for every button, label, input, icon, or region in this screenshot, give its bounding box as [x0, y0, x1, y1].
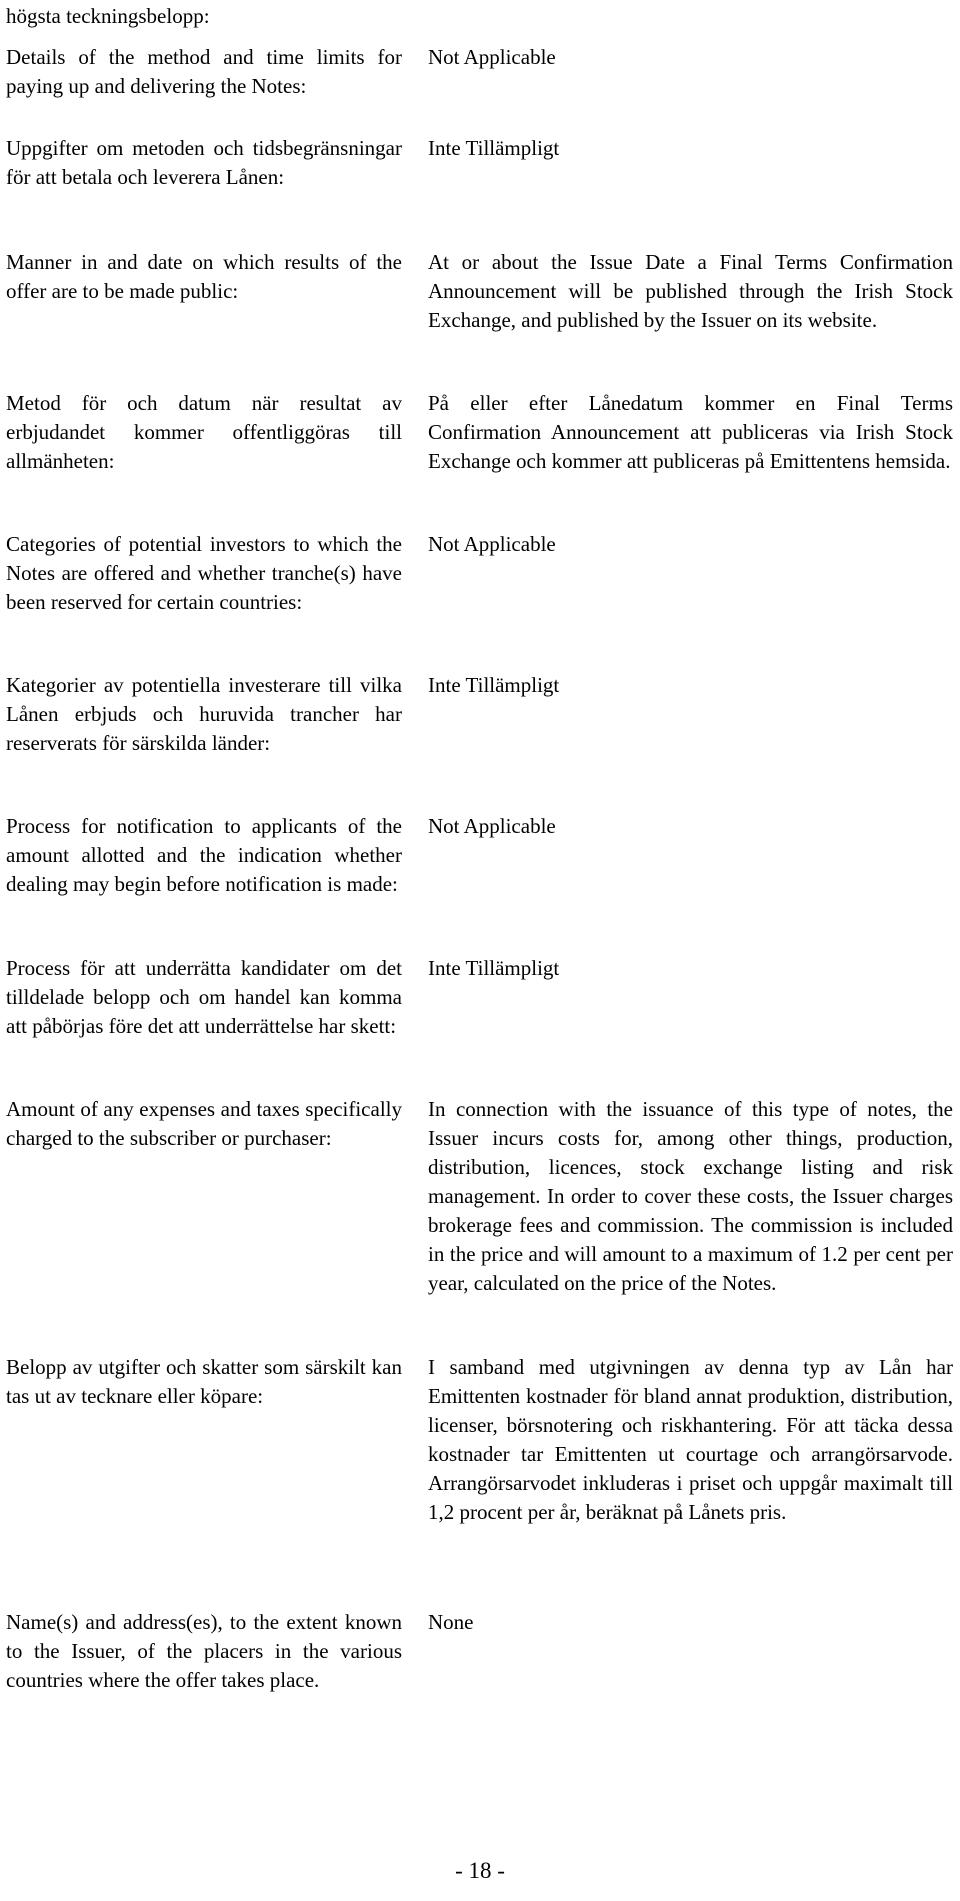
row-value: Not Applicable [428, 532, 556, 556]
row-value: Inte Tillämpligt [428, 673, 560, 697]
row-value: At or about the Issue Date a Final Terms Confirmation Announcement will be published through the Irish Stock Exchange, and published by the Issuer on its website. [428, 250, 953, 332]
row-label: Amount of any expenses and taxes specifically charged to the subscriber or purchaser: [6, 1097, 402, 1150]
row-value: Not Applicable [428, 45, 556, 69]
page-number: - 18 - [455, 1858, 505, 1883]
continued-label-fragment: högsta teckningsbelopp: [6, 4, 210, 28]
row-value: I samband med utgivningen av denna typ av Lån har Emittenten kostnader för bland annat produktion, distribution, licenser, börsnotering och riskhantering. För att täcka dessa kostnader tar Emittenten ut courtage och arrangörsarvode. Arrangörsarvodet inkluderas i priset och uppgår maximalt till 1,2 procent per år, beräknat på Lånets pris. [428, 1355, 953, 1524]
row-value: Inte Tillämpligt [428, 956, 560, 980]
row-label: Manner in and date on which results of the offer are to be made public: [6, 250, 402, 303]
row-value: In connection with the issuance of this type of notes, the Issuer incurs costs for, among other things, production, distribution, licences, stock exchange listing and risk management. In order to cover these costs, the Issuer charges brokerage fees and commission. The commission is included in the price and will amount to a maximum of 1.2 per cent per year, calculated on the price of the Notes. [428, 1097, 953, 1295]
row-label: Name(s) and address(es), to the extent known to the Issuer, of the placers in the various countries where the offer takes place. [6, 1610, 402, 1692]
row-label: Process för att underrätta kandidater om det tilldelade belopp och om handel kan komma att påbörjas före det att underrättelse har skett: [6, 956, 402, 1038]
row-value: På eller efter Lånedatum kommer en Final Terms Confirmation Announcement att publiceras via Irish Stock Exchange och kommer att publiceras på Emittentens hemsida. [428, 391, 953, 473]
row-value: Not Applicable [428, 814, 556, 838]
row-value: Inte Tillämpligt [428, 136, 560, 160]
row-label: Uppgifter om metoden och tidsbegränsningar för att betala och leverera Lånen: [6, 136, 402, 189]
row-value: None [428, 1610, 474, 1634]
row-label: Details of the method and time limits for paying up and delivering the Notes: [6, 45, 402, 98]
row-label: Categories of potential investors to which the Notes are offered and whether tranche(s) have been reserved for certain countries: [6, 532, 402, 614]
row-label: Kategorier av potentiella investerare till vilka Lånen erbjuds och huruvida trancher har reserverats för särskilda länder: [6, 673, 402, 755]
row-label: Metod för och datum när resultat av erbjudandet kommer offentliggöras till allmänheten: [6, 391, 402, 473]
row-label: Belopp av utgifter och skatter som särskilt kan tas ut av tecknare eller köpare: [6, 1355, 402, 1408]
row-label: Process for notification to applicants of the amount allotted and the indication whether dealing may begin before notification is made: [6, 814, 402, 896]
